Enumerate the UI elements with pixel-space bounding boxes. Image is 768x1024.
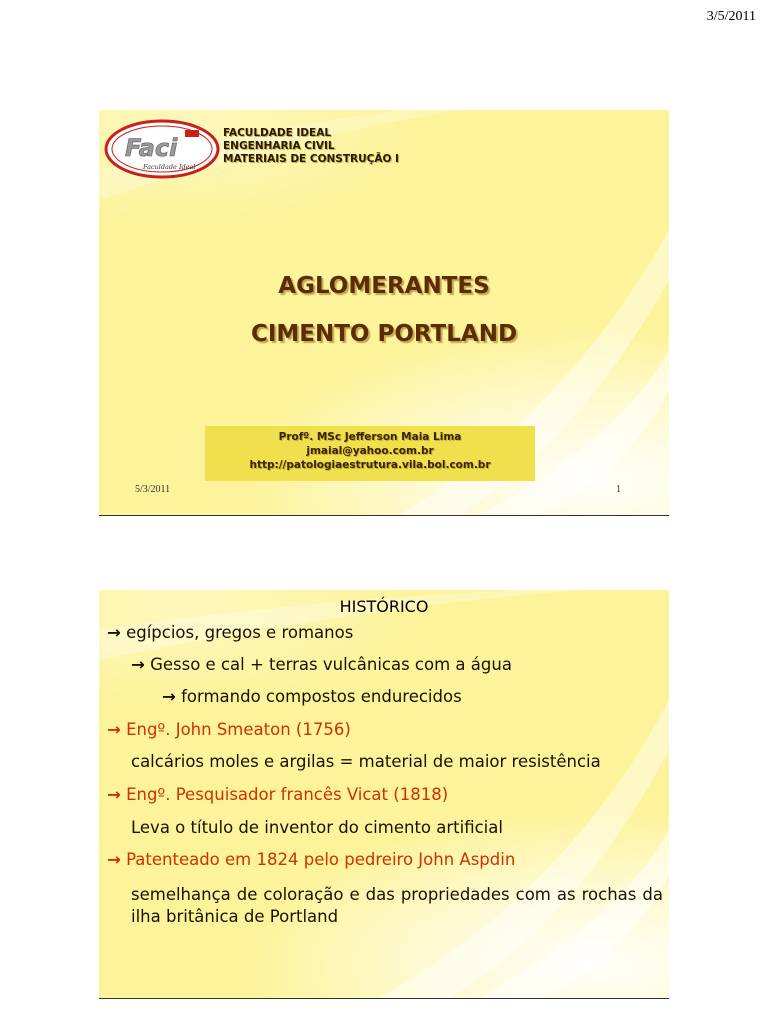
history-item-highlight: → Engº. Pesquisador francês Vicat (1818): [107, 785, 449, 804]
professor-name: Profº. MSc Jefferson Maia Lima: [278, 431, 462, 443]
slide-1-bottom-rule: [99, 515, 669, 516]
slide-2-bottom-rule: [99, 998, 669, 999]
history-item-highlight: → Patenteado em 1824 pelo pedreiro John Aspdin: [107, 850, 516, 869]
slide-footer-date: 5/3/2011: [135, 484, 171, 495]
header-line: MATERIAIS DE CONSTRUÇÃO I: [223, 153, 399, 165]
header-line: ENGENHARIA CIVIL: [223, 140, 335, 152]
arrow-right-icon: →: [162, 687, 176, 706]
slide-title-line-2: CIMENTO PORTLAND: [250, 321, 518, 347]
logo-wordmark: Faci: [125, 134, 178, 162]
history-item-highlight: → Engº. John Smeaton (1756): [107, 720, 351, 739]
arrow-right-icon: →: [107, 720, 121, 739]
faculdade-ideal-logo: [103, 118, 221, 180]
professor-info-box: [205, 426, 535, 481]
slide-page-number: 1: [616, 484, 621, 495]
history-item: → formando compostos endurecidos: [162, 687, 462, 706]
institution-header: [223, 127, 399, 166]
history-paragraph: semelhança de coloração e das propriedades com as rochas da ilha britânica de Portland: [131, 885, 663, 926]
history-item: → egípcios, gregos e romanos: [107, 623, 354, 642]
logo-caption: Faculdade Ideal: [143, 163, 196, 171]
arrow-right-icon: →: [107, 785, 121, 804]
history-item: → Gesso e cal + terras vulcânicas com a água: [131, 655, 512, 674]
slide-title-line-1: AGLOMERANTES: [278, 273, 490, 299]
section-title: HISTÓRICO: [339, 597, 429, 616]
slide-2: [99, 590, 669, 998]
professor-website: http://patologiaestrutura.vila.bol.com.br: [249, 459, 491, 471]
arrow-right-icon: →: [131, 655, 145, 674]
arrow-right-icon: →: [107, 623, 121, 642]
arrow-right-icon: →: [107, 850, 121, 869]
page-date: 3/5/2011: [706, 9, 756, 24]
history-item: Leva o título de inventor do cimento artificial: [131, 818, 503, 837]
history-item: calcários moles e argilas = material de maior resistência: [131, 752, 601, 771]
professor-email: jmaial@yahoo.com.br: [306, 445, 434, 457]
slide-1: [99, 110, 669, 515]
header-line: FACULDADE IDEAL: [223, 127, 332, 139]
